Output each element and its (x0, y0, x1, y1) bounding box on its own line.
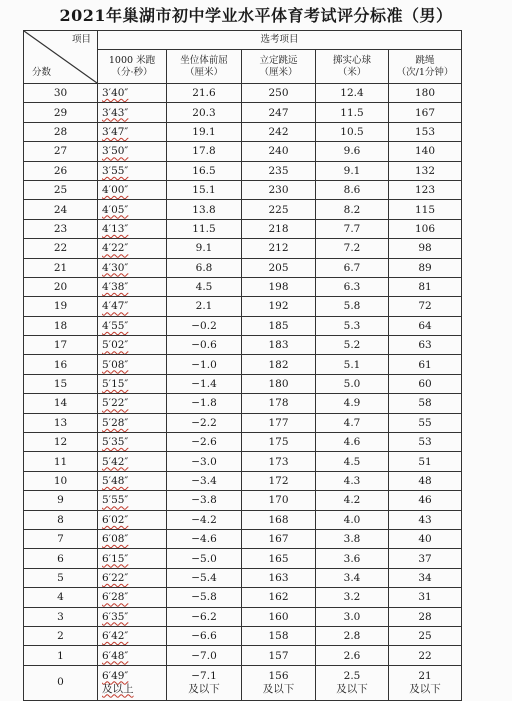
table-row (24, 549, 462, 568)
value-cell: 5.0 (316, 374, 389, 393)
value-cell: 4.3 (316, 471, 389, 490)
value-cell (98, 180, 167, 199)
run-time-value: 4′22″ (102, 242, 129, 255)
table-body (24, 84, 462, 701)
score-cell: 12 (24, 433, 98, 452)
run-time-value: 5′15″ (102, 378, 129, 391)
table-row (24, 277, 462, 296)
table-row (24, 219, 462, 238)
value-cell: 182 (242, 355, 316, 374)
run-time-value: 4′30″ (102, 261, 129, 274)
score-cell: 2 (24, 626, 98, 645)
score-cell: 28 (24, 122, 98, 141)
value-cell (98, 316, 167, 335)
value-cell: 7.2 (316, 239, 389, 258)
run-time-value: 6′15″ (102, 552, 129, 565)
run-time-value: 6′49″ 及以上 (102, 669, 134, 695)
score-cell: 16 (24, 355, 98, 374)
run-time-value: 6′22″ (102, 571, 129, 584)
value-cell: 89 (389, 258, 462, 277)
value-cell: 7.7 (316, 219, 389, 238)
value-cell: 55 (389, 413, 462, 432)
value-cell (98, 355, 167, 374)
score-table (23, 30, 462, 701)
run-time-value: 4′13″ (102, 222, 129, 235)
value-cell: 5.8 (316, 297, 389, 316)
value-cell (98, 626, 167, 645)
score-cell: 19 (24, 297, 98, 316)
value-cell: 31 (389, 588, 462, 607)
score-cell: 21 (24, 258, 98, 277)
score-cell: 29 (24, 103, 98, 122)
run-time-value: 3′50″ (102, 145, 129, 158)
score-cell: 8 (24, 510, 98, 529)
score-cell: 4 (24, 588, 98, 607)
column-header: 坐位体前屈 （厘米） (167, 50, 242, 84)
value-cell: 218 (242, 219, 316, 238)
table-row (24, 355, 462, 374)
value-cell (98, 510, 167, 529)
value-cell: 242 (242, 122, 316, 141)
value-cell: 6.7 (316, 258, 389, 277)
score-cell: 9 (24, 491, 98, 510)
run-time-value: 5′55″ (102, 494, 129, 507)
value-cell: 10.5 (316, 122, 389, 141)
value-cell: −5.8 (167, 588, 242, 607)
value-cell: 16.5 (167, 161, 242, 180)
run-time-value: 6′28″ (102, 591, 129, 604)
value-cell: 5.1 (316, 355, 389, 374)
score-cell: 20 (24, 277, 98, 296)
value-cell: 72 (389, 297, 462, 316)
value-cell: 167 (389, 103, 462, 122)
value-cell (98, 433, 167, 452)
column-header: 立定跳远 （厘米） (242, 50, 316, 84)
value-cell: 225 (242, 200, 316, 219)
score-cell: 1 (24, 646, 98, 665)
value-cell: 3.4 (316, 568, 389, 587)
score-cell: 14 (24, 394, 98, 413)
run-time-value: 4′47″ (102, 300, 129, 313)
table-row (24, 84, 462, 103)
value-cell: 11.5 (167, 219, 242, 238)
value-cell: −3.8 (167, 491, 242, 510)
value-cell: −6.2 (167, 607, 242, 626)
table-row (24, 471, 462, 490)
table-row (24, 510, 462, 529)
value-cell: −7.0 (167, 646, 242, 665)
value-cell: 4.7 (316, 413, 389, 432)
run-time-value: 5′02″ (102, 339, 129, 352)
value-cell: −5.4 (167, 568, 242, 587)
value-cell: 158 (242, 626, 316, 645)
run-time-value: 4′00″ (102, 184, 129, 197)
run-time-value: 5′35″ (102, 436, 129, 449)
value-cell: 4.9 (316, 394, 389, 413)
value-cell: 34 (389, 568, 462, 587)
column-header: 掷实心球 （米） (316, 50, 389, 84)
table-row (24, 529, 462, 548)
run-time-value: 6′35″ (102, 610, 129, 623)
value-cell: 168 (242, 510, 316, 529)
corner-label-item: 项目 (71, 34, 91, 45)
score-cell: 6 (24, 549, 98, 568)
run-time-value: 4′38″ (102, 281, 129, 294)
column-header: 1000 米跑 （分·秒） (98, 50, 167, 84)
run-time-value: 4′05″ (102, 203, 129, 216)
value-cell: 115 (389, 200, 462, 219)
table-row (24, 433, 462, 452)
value-cell: 6.3 (316, 277, 389, 296)
table-row (24, 394, 462, 413)
table-row (24, 374, 462, 393)
value-cell (98, 84, 167, 103)
run-time-value: 6′08″ (102, 533, 129, 546)
value-cell (98, 452, 167, 471)
value-cell: 173 (242, 452, 316, 471)
value-cell: 40 (389, 529, 462, 548)
value-cell: 180 (389, 84, 462, 103)
value-cell: 48 (389, 471, 462, 490)
value-cell: 37 (389, 549, 462, 568)
run-time-value: 5′22″ (102, 397, 129, 410)
value-cell: −1.8 (167, 394, 242, 413)
value-cell: 4.0 (316, 510, 389, 529)
table-row (24, 316, 462, 335)
run-time-value: 5′08″ (102, 358, 129, 371)
value-cell: −0.6 (167, 336, 242, 355)
value-cell (98, 549, 167, 568)
value-cell: 19.1 (167, 122, 242, 141)
value-cell: −6.6 (167, 626, 242, 645)
run-time-value: 5′28″ (102, 416, 129, 429)
value-cell: 3.2 (316, 588, 389, 607)
value-cell: 2.6 (316, 646, 389, 665)
score-cell: 15 (24, 374, 98, 393)
score-cell: 11 (24, 452, 98, 471)
value-cell: 178 (242, 394, 316, 413)
value-cell: 5.2 (316, 336, 389, 355)
value-cell: 230 (242, 180, 316, 199)
score-cell: 22 (24, 239, 98, 258)
run-time-value: 3′47″ (102, 125, 129, 138)
value-cell: 250 (242, 84, 316, 103)
value-cell: 192 (242, 297, 316, 316)
table-row (24, 258, 462, 277)
score-cell: 30 (24, 84, 98, 103)
corner-label-score: 分数 (32, 67, 52, 78)
value-cell: 51 (389, 452, 462, 471)
table-row (24, 413, 462, 432)
table-row (24, 491, 462, 510)
value-cell (98, 665, 167, 700)
value-cell (98, 103, 167, 122)
value-cell: 170 (242, 491, 316, 510)
table-row (24, 568, 462, 587)
value-cell: 43 (389, 510, 462, 529)
score-cell: 24 (24, 200, 98, 219)
value-cell: 162 (242, 588, 316, 607)
value-cell (98, 258, 167, 277)
value-cell: 28 (389, 607, 462, 626)
value-cell (98, 161, 167, 180)
score-cell: 23 (24, 219, 98, 238)
value-cell (98, 200, 167, 219)
value-cell: 4.6 (316, 433, 389, 452)
value-cell (98, 219, 167, 238)
score-cell: 18 (24, 316, 98, 335)
value-cell: 8.6 (316, 180, 389, 199)
run-time-value: 5′48″ (102, 475, 129, 487)
value-cell: 9.6 (316, 142, 389, 161)
run-time-value: 5′42″ (102, 455, 129, 468)
value-cell: 11.5 (316, 103, 389, 122)
value-cell: 46 (389, 491, 462, 510)
value-cell (98, 374, 167, 393)
table-row (24, 452, 462, 471)
value-cell (98, 277, 167, 296)
value-cell: −1.4 (167, 374, 242, 393)
score-cell: 3 (24, 607, 98, 626)
value-cell: 21.6 (167, 84, 242, 103)
value-cell: 5.3 (316, 316, 389, 335)
value-cell: 247 (242, 103, 316, 122)
value-cell (98, 239, 167, 258)
table-row (24, 336, 462, 355)
value-cell (98, 588, 167, 607)
value-cell: −1.0 (167, 355, 242, 374)
value-cell: 3.0 (316, 607, 389, 626)
column-header: 跳绳 （次/1分钟） (389, 50, 462, 84)
value-cell: 185 (242, 316, 316, 335)
value-cell: 153 (389, 122, 462, 141)
value-cell: −0.2 (167, 316, 242, 335)
table-row (24, 180, 462, 199)
value-cell (98, 297, 167, 316)
value-cell: −4.2 (167, 510, 242, 529)
value-cell: 172 (242, 471, 316, 490)
value-cell: 212 (242, 239, 316, 258)
run-time-value: 3′55″ (102, 164, 129, 177)
value-cell: 132 (389, 161, 462, 180)
value-cell: 2.8 (316, 626, 389, 645)
value-cell: 98 (389, 239, 462, 258)
value-cell: 165 (242, 549, 316, 568)
value-cell: −4.6 (167, 529, 242, 548)
score-cell: 10 (24, 471, 98, 490)
value-cell: 17.8 (167, 142, 242, 161)
value-cell: 13.8 (167, 200, 242, 219)
value-cell: 60 (389, 374, 462, 393)
score-cell: 7 (24, 529, 98, 548)
value-cell: 2.1 (167, 297, 242, 316)
run-time-value: 3′43″ (102, 106, 129, 119)
value-cell: 22 (389, 646, 462, 665)
value-cell: 156 及以下 (242, 665, 316, 700)
value-cell: 58 (389, 394, 462, 413)
value-cell (98, 122, 167, 141)
value-cell: 183 (242, 336, 316, 355)
value-cell (98, 491, 167, 510)
value-cell: 2.5 及以下 (316, 665, 389, 700)
page-title: 2021年巢湖市初中学业水平体育考试评分标准（男） (59, 6, 453, 25)
value-cell: 8.2 (316, 200, 389, 219)
value-cell: 64 (389, 316, 462, 335)
value-cell (98, 394, 167, 413)
value-cell: 205 (242, 258, 316, 277)
value-cell: 180 (242, 374, 316, 393)
value-cell: 106 (389, 219, 462, 238)
value-cell: 61 (389, 355, 462, 374)
value-cell: 167 (242, 529, 316, 548)
value-cell: 175 (242, 433, 316, 452)
score-cell: 0 (24, 665, 98, 700)
value-cell: 163 (242, 568, 316, 587)
value-cell: 21 及以下 (389, 665, 462, 700)
value-cell: 63 (389, 336, 462, 355)
value-cell: 4.5 (316, 452, 389, 471)
score-cell: 5 (24, 568, 98, 587)
value-cell (98, 142, 167, 161)
value-cell (98, 413, 167, 432)
value-cell: 157 (242, 646, 316, 665)
value-cell: 160 (242, 607, 316, 626)
value-cell: 15.1 (167, 180, 242, 199)
table-row (24, 161, 462, 180)
value-cell (98, 529, 167, 548)
value-cell: −7.1 及以下 (167, 665, 242, 700)
score-cell: 26 (24, 161, 98, 180)
value-cell: 9.1 (167, 239, 242, 258)
table-row (24, 665, 462, 700)
value-cell (98, 568, 167, 587)
value-cell: 20.3 (167, 103, 242, 122)
value-cell: 198 (242, 277, 316, 296)
value-cell: −2.6 (167, 433, 242, 452)
table-row (24, 142, 462, 161)
run-time-value: 6′42″ (102, 630, 129, 643)
run-time-value: 6′02″ (102, 513, 129, 526)
value-cell: 123 (389, 180, 462, 199)
table-row (24, 200, 462, 219)
value-cell: 81 (389, 277, 462, 296)
value-cell: 53 (389, 433, 462, 452)
score-cell: 25 (24, 180, 98, 199)
header-row-group (24, 31, 462, 50)
value-cell: 3.8 (316, 529, 389, 548)
table-row (24, 607, 462, 626)
table-row (24, 122, 462, 141)
value-cell: −2.2 (167, 413, 242, 432)
value-cell: 6.8 (167, 258, 242, 277)
score-cell: 27 (24, 142, 98, 161)
value-cell (98, 607, 167, 626)
run-time-value: 3′40″ (102, 87, 129, 100)
value-cell (98, 471, 167, 490)
value-cell: −5.0 (167, 549, 242, 568)
value-cell: −3.0 (167, 452, 242, 471)
value-cell: 4.5 (167, 277, 242, 296)
value-cell: 240 (242, 142, 316, 161)
table-row (24, 646, 462, 665)
value-cell: 3.6 (316, 549, 389, 568)
table-row (24, 626, 462, 645)
value-cell: 4.2 (316, 491, 389, 510)
run-time-value: 4′55″ (102, 319, 129, 332)
score-cell: 13 (24, 413, 98, 432)
value-cell: 25 (389, 626, 462, 645)
value-cell: 9.1 (316, 161, 389, 180)
value-cell: 235 (242, 161, 316, 180)
score-cell: 17 (24, 336, 98, 355)
table-row (24, 239, 462, 258)
run-time-value: 6′48″ (102, 649, 129, 662)
value-cell: 140 (389, 142, 462, 161)
corner-header-cell (24, 31, 98, 84)
table-row (24, 103, 462, 122)
value-cell: 177 (242, 413, 316, 432)
table-row (24, 588, 462, 607)
value-cell: 12.4 (316, 84, 389, 103)
value-cell (98, 336, 167, 355)
value-cell (98, 646, 167, 665)
value-cell: −3.4 (167, 471, 242, 490)
group-header: 选考项目 (98, 31, 462, 50)
table-row (24, 297, 462, 316)
